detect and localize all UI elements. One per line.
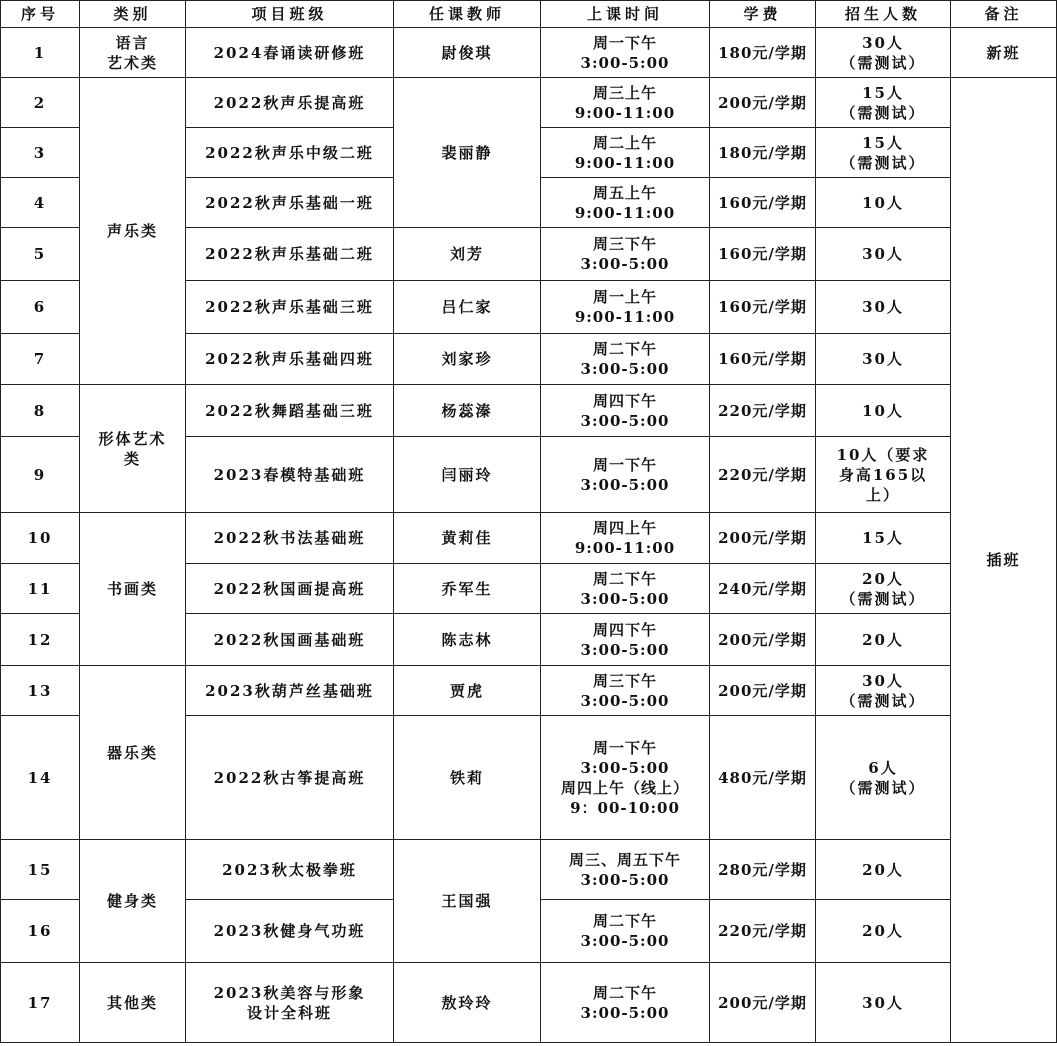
cell-class: 2023秋葫芦丝基础班 [186, 666, 394, 716]
cell-teacher: 铁莉 [394, 716, 541, 840]
cell-category: 器乐类 [80, 666, 186, 840]
table-row [1, 28, 1057, 78]
cell-time: 周三上午 9:00-11:00 [541, 78, 710, 128]
cell-no: 7 [1, 334, 80, 385]
table-row [1, 513, 1057, 564]
cell-category: 其他类 [80, 963, 186, 1043]
cell-no: 1 [1, 28, 80, 78]
cell-capacity: 30人 [816, 963, 951, 1043]
header-capacity: 招生人数 [816, 1, 951, 28]
cell-category: 语言 艺术类 [80, 28, 186, 78]
cell-fee: 220元/学期 [710, 385, 816, 437]
cell-fee: 160元/学期 [710, 334, 816, 385]
cell-category: 声乐类 [80, 78, 186, 385]
cell-class: 2022秋声乐基础一班 [186, 178, 394, 228]
cell-capacity: 20人 [816, 900, 951, 963]
cell-time: 周三下午 3:00-5:00 [541, 666, 710, 716]
cell-time: 周四上午 9:00-11:00 [541, 513, 710, 564]
cell-teacher: 贾虎 [394, 666, 541, 716]
cell-fee: 200元/学期 [710, 78, 816, 128]
cell-no: 3 [1, 128, 80, 178]
cell-fee: 200元/学期 [710, 963, 816, 1043]
cell-capacity: 15人 （需测试） [816, 128, 951, 178]
header-fee: 学费 [710, 1, 816, 28]
cell-time: 周四下午 3:00-5:00 [541, 385, 710, 437]
cell-class: 2024春诵读研修班 [186, 28, 394, 78]
cell-capacity: 10人（要求 身高165以 上） [816, 437, 951, 513]
cell-teacher: 陈志林 [394, 614, 541, 666]
cell-teacher: 尉俊琪 [394, 28, 541, 78]
table-header-row [1, 1, 1057, 28]
cell-teacher: 黄莉佳 [394, 513, 541, 564]
cell-time: 周一上午 9:00-11:00 [541, 281, 710, 334]
cell-no: 16 [1, 900, 80, 963]
cell-time: 周二上午 9:00-11:00 [541, 128, 710, 178]
cell-fee: 240元/学期 [710, 564, 816, 614]
cell-class: 2022秋书法基础班 [186, 513, 394, 564]
cell-no: 9 [1, 437, 80, 513]
cell-teacher: 敖玲玲 [394, 963, 541, 1043]
cell-fee: 180元/学期 [710, 28, 816, 78]
cell-capacity: 20人 （需测试） [816, 564, 951, 614]
header-note: 备注 [951, 1, 1057, 28]
cell-teacher: 吕仁家 [394, 281, 541, 334]
cell-fee: 200元/学期 [710, 666, 816, 716]
cell-teacher: 王国强 [394, 840, 541, 963]
cell-class: 2023秋太极拳班 [186, 840, 394, 900]
cell-fee: 200元/学期 [710, 614, 816, 666]
cell-teacher: 裴丽静 [394, 78, 541, 228]
table-row [1, 840, 1057, 900]
cell-no: 6 [1, 281, 80, 334]
cell-class: 2022秋舞蹈基础三班 [186, 385, 394, 437]
cell-no: 2 [1, 78, 80, 128]
cell-no: 10 [1, 513, 80, 564]
cell-fee: 480元/学期 [710, 716, 816, 840]
cell-class: 2023春模特基础班 [186, 437, 394, 513]
cell-no: 5 [1, 228, 80, 281]
cell-class: 2022秋国画提高班 [186, 564, 394, 614]
cell-note: 插班 [951, 78, 1057, 1043]
cell-class: 2022秋国画基础班 [186, 614, 394, 666]
cell-time: 周一下午 3:00-5:00 [541, 28, 710, 78]
header-class: 项目班级 [186, 1, 394, 28]
cell-teacher: 刘家珍 [394, 334, 541, 385]
cell-capacity: 6人 （需测试） [816, 716, 951, 840]
cell-class: 2023秋美容与形象 设计全科班 [186, 963, 394, 1043]
cell-no: 4 [1, 178, 80, 228]
cell-teacher: 刘芳 [394, 228, 541, 281]
cell-capacity: 15人 [816, 513, 951, 564]
cell-time: 周五上午 9:00-11:00 [541, 178, 710, 228]
cell-teacher: 乔军生 [394, 564, 541, 614]
cell-fee: 220元/学期 [710, 900, 816, 963]
cell-class: 2023秋健身气功班 [186, 900, 394, 963]
cell-time: 周三、周五下午 3:00-5:00 [541, 840, 710, 900]
cell-time: 周二下午 3:00-5:00 [541, 963, 710, 1043]
cell-no: 17 [1, 963, 80, 1043]
cell-fee: 280元/学期 [710, 840, 816, 900]
cell-teacher: 闫丽玲 [394, 437, 541, 513]
cell-time: 周二下午 3:00-5:00 [541, 334, 710, 385]
cell-capacity: 30人 [816, 334, 951, 385]
cell-capacity: 30人 （需测试） [816, 666, 951, 716]
table-row [1, 385, 1057, 437]
cell-category: 形体艺术 类 [80, 385, 186, 513]
cell-capacity: 15人 （需测试） [816, 78, 951, 128]
cell-class: 2022秋声乐基础三班 [186, 281, 394, 334]
cell-time: 周三下午 3:00-5:00 [541, 228, 710, 281]
cell-fee: 220元/学期 [710, 437, 816, 513]
cell-no: 15 [1, 840, 80, 900]
cell-capacity: 10人 [816, 385, 951, 437]
table-row [1, 78, 1057, 128]
cell-no: 14 [1, 716, 80, 840]
cell-class: 2022秋声乐基础四班 [186, 334, 394, 385]
header-time: 上课时间 [541, 1, 710, 28]
cell-capacity: 30人 （需测试） [816, 28, 951, 78]
header-category: 类别 [80, 1, 186, 28]
cell-time: 周一下午 3:00-5:00 周四上午（线上） 9：00-10:00 [541, 716, 710, 840]
cell-time: 周二下午 3:00-5:00 [541, 564, 710, 614]
cell-fee: 160元/学期 [710, 178, 816, 228]
cell-no: 11 [1, 564, 80, 614]
cell-capacity: 20人 [816, 614, 951, 666]
cell-capacity: 20人 [816, 840, 951, 900]
cell-class: 2022秋声乐中级二班 [186, 128, 394, 178]
header-no: 序号 [1, 1, 80, 28]
cell-no: 8 [1, 385, 80, 437]
cell-class: 2022秋声乐基础二班 [186, 228, 394, 281]
cell-time: 周四下午 3:00-5:00 [541, 614, 710, 666]
cell-fee: 160元/学期 [710, 281, 816, 334]
cell-fee: 200元/学期 [710, 513, 816, 564]
cell-teacher: 杨蕊溱 [394, 385, 541, 437]
cell-time: 周一下午 3:00-5:00 [541, 437, 710, 513]
table-row [1, 666, 1057, 716]
cell-category: 健身类 [80, 840, 186, 963]
cell-fee: 180元/学期 [710, 128, 816, 178]
cell-note: 新班 [951, 28, 1057, 78]
cell-class: 2022秋古筝提高班 [186, 716, 394, 840]
cell-capacity: 30人 [816, 281, 951, 334]
cell-time: 周二下午 3:00-5:00 [541, 900, 710, 963]
cell-no: 13 [1, 666, 80, 716]
header-teacher: 任课教师 [394, 1, 541, 28]
cell-capacity: 10人 [816, 178, 951, 228]
table-row [1, 963, 1057, 1043]
cell-category: 书画类 [80, 513, 186, 666]
cell-fee: 160元/学期 [710, 228, 816, 281]
cell-no: 12 [1, 614, 80, 666]
cell-capacity: 30人 [816, 228, 951, 281]
cell-class: 2022秋声乐提高班 [186, 78, 394, 128]
